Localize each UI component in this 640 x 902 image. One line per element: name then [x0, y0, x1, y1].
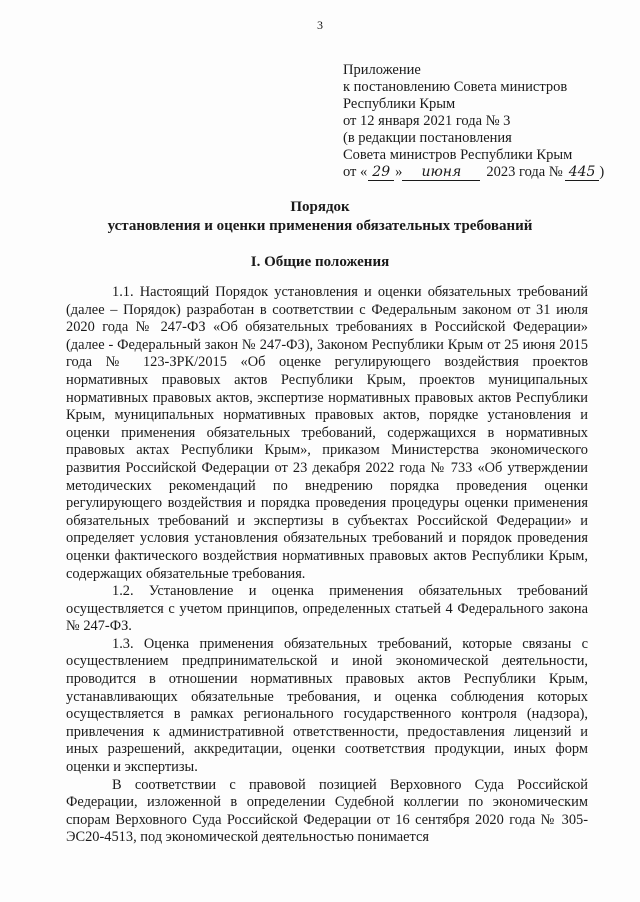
paragraph: 1.1. Настоящий Порядок установления и оценки обязательных требований (далее – Порядок) разработан в соответствии с Федеральным законом от 31 июля 2020 года № 247-ФЗ «Об обязательных требованиях в Российской Федерации» (далее - Федеральный закон № 247-ФЗ), Законом Республики Крым от 25 июня 2015 года № 123-ЗРК/2015 «Об оценке регулирующего воздействия проектов нормативных правовых актов Республики Крым, проектов муниципальных нормативных правовых актов, экспертизе нормативных правовых актов Республики Крым, муниципальных нормативных правовых актов, порядке установления и оценки применения обязательных требований, содержащихся в нормативных правовых актах Республики Крым», приказом Министерства экономического развития Российской Федерации от 23 декабря 2022 года № 733 «Об утверждении методических рекомендаций по внедрению порядка проведения оценки регулирующего воздействия и порядка проведения процедуры оценки применения обязательных требований и экспертизы в субъектах Российской Федерации» и определяет условия установления обязательных требований и порядок проведения оценки фактического воздействия нормативных правовых актов Республики Крым, содержащих обязательные требования. — [66, 284, 588, 582]
amendment-date-line — [343, 164, 604, 181]
title-line-2: установления и оценки применения обязательных требований — [107, 218, 533, 234]
paragraph: 1.3. Оценка применения обязательных требований, которые связаны с осуществлением предпринимательской и иной экономической деятельности, проводится в отношении нормативных правовых актов Республики Крым, устанавливающих обязательные требования, и оценка соблюдения которых осуществляется в рамках регионального государственного контроля (надзора), привлечения к административной ответственности, предоставления лицензий и иных разрешений, аккредитации, оценки соответствия продукции, иных форм оценки и экспертизы. — [66, 635, 588, 776]
appendix-line: Республики Крым — [343, 96, 456, 112]
page-number: 3 — [317, 18, 323, 32]
appendix-line: (в редакции постановления — [343, 130, 512, 146]
appendix-block — [343, 62, 604, 181]
handwritten-day: 29 — [368, 165, 394, 181]
paragraph: В соответствии с правовой позицией Верховного Суда Российской Федерации, изложенной в определении Судебной коллегии по экономическим спорам Верховного Суда Российской Федерации от 16 сентября 2020 года № 305-ЭС20-4513, под экономической деятельностью понимается — [66, 776, 588, 846]
appendix-line: Совета министров Республики Крым — [343, 147, 573, 163]
handwritten-month: июня — [402, 165, 480, 181]
date-suffix: ) — [599, 164, 605, 180]
handwritten-number: 445 — [565, 165, 600, 181]
appendix-line: Приложение — [343, 62, 421, 78]
date-mid: » — [395, 164, 403, 180]
appendix-line: к постановлению Совета министров — [343, 79, 568, 95]
paragraph: 1.2. Установление и оценка применения обязательных требований осуществляется с учетом принципов, определенных статьей 4 Федерального закона № 247-ФЗ. — [66, 583, 588, 635]
title-line-1: Порядок — [290, 199, 350, 215]
section-heading: I. Общие положения — [250, 254, 390, 270]
appendix-line: от 12 января 2021 года № 3 — [343, 113, 511, 129]
document-title — [0, 198, 640, 236]
date-year: 2023 года № — [486, 164, 563, 180]
date-prefix: от « — [343, 164, 368, 180]
document-body — [66, 284, 588, 847]
